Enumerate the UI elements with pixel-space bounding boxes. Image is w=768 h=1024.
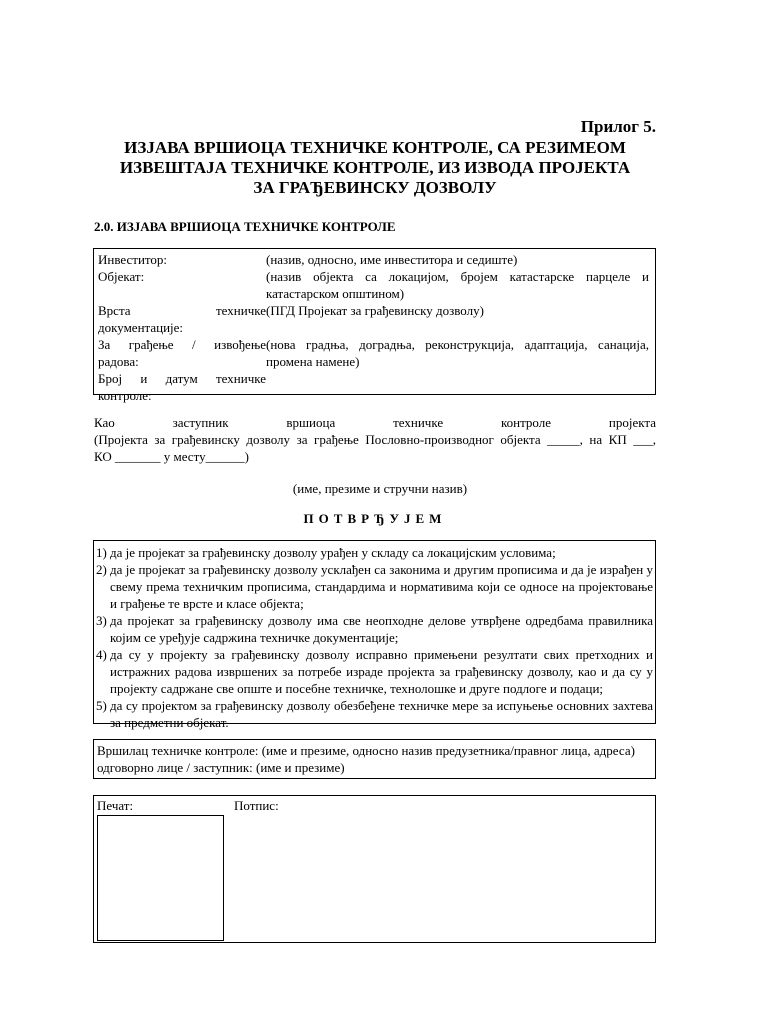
object-label: Објекат: <box>98 269 145 284</box>
list-item <box>96 561 653 612</box>
name-placeholder: (име, презиме и стручни назив) <box>292 481 468 496</box>
doc-type-value: (ПГД Пројекат за грађевинску дозволу) <box>266 303 484 318</box>
list-item <box>96 544 653 561</box>
works-value: (нова градња, доградња, реконструкција, адаптација, санација, промена намене) <box>266 337 649 369</box>
item-number: 3) <box>96 613 107 628</box>
control-label-line-2: контроле: <box>98 388 152 403</box>
item-number: 1) <box>96 545 107 560</box>
stamp-label: Печат: <box>97 798 134 813</box>
confirmations-box <box>93 540 656 730</box>
item-text: да је пројекат за грађевинску дозволу усклађен са законима и другим прописима и да је израђен у свему према техничким прописима, стандардима и нормативима који се односе на пројектовање и грађење те врсте и класе објекта; <box>110 562 653 611</box>
item-text: да пројекат за грађевинску дозволу има све неопходне делове утврђене одредбама правилника којим се уређује садржина техничке документације; <box>110 613 653 645</box>
control-row <box>98 370 651 404</box>
paragraph-line-2: (Пројекта за грађевинску дозволу за грађење Пословно-производног објекта _____, на КП ___, <box>94 432 656 447</box>
object-value: (назив објекта са локацијом, бројем катастарске парцеле и катастарском општином) <box>266 269 649 301</box>
item-number: 5) <box>96 698 107 713</box>
investor-value: (назив, односно, име инвеститора и седиште) <box>266 252 518 267</box>
representative-paragraph <box>94 414 656 465</box>
object-row <box>98 268 651 302</box>
confirm-heading: ПОТВРЂУЈЕМ <box>303 511 447 526</box>
signer-line-1: Вршилац техничке контроле: (име и презиме, односно назив предузетника/правног лица, адреса) <box>97 743 635 758</box>
works-label-line-2: радова: <box>98 354 139 369</box>
paragraph-line-1: Као заступник вршиоца техничке контроле пројекта <box>94 415 656 430</box>
investor-row <box>98 251 651 268</box>
control-label <box>98 370 266 404</box>
works-row <box>98 336 651 370</box>
title-line-3: ЗА ГРАЂЕВИНСКУ ДОЗВОЛУ <box>253 178 497 197</box>
list-item <box>96 612 653 646</box>
item-number: 2) <box>96 562 107 577</box>
doc-type-row <box>98 302 651 336</box>
signature-label: Потпис: <box>234 798 279 813</box>
list-item <box>96 697 653 731</box>
doc-type-label-line-1: Врста техничке <box>98 303 266 318</box>
item-text: да су у пројекту за грађевинску дозволу исправно примењени резултати свих претходних и истражних радова извршених за потребе израде пројекта за грађевинску дозволу, као и да су у пројекту садржане све опште и посебне техничке, технолошке и друге подлоге и подаци; <box>110 647 653 696</box>
section-title: 2.0. ИЗЈАВА ВРШИОЦА ТЕХНИЧКЕ КОНТРОЛЕ <box>94 219 396 234</box>
control-label-line-1: Број и датум техничке <box>98 371 266 386</box>
item-text: да су пројектом за грађевинску дозволу обезбеђене техничке мере за испуњење основних захтева за предметни објекат. <box>110 698 653 730</box>
annex-label: Прилог 5. <box>580 117 656 136</box>
investor-label: Инвеститор: <box>98 252 168 267</box>
stamp-area <box>97 815 224 941</box>
paragraph-line-3: КО _______ у месту______) <box>94 449 249 464</box>
project-info-box <box>93 248 656 403</box>
list-item <box>96 646 653 697</box>
document-title <box>92 138 658 198</box>
works-label-line-1: За грађење / извођење <box>98 337 266 352</box>
signer-line-2: одговорно лице / заступник: (име и презиме) <box>97 760 345 775</box>
signer-box <box>93 739 656 779</box>
stamp-signature-box <box>93 795 656 943</box>
control-value <box>266 370 649 404</box>
doc-type-label <box>98 302 266 336</box>
title-line-2: ИЗВЕШТАЈА ТЕХНИЧКЕ КОНТРОЛЕ, ИЗ ИЗВОДА ПРОЈЕКТА <box>119 158 631 177</box>
title-line-1: ИЗЈАВА ВРШИОЦА ТЕХНИЧКЕ КОНТРОЛЕ, СА РЕЗИМЕОМ <box>124 138 626 157</box>
doc-type-label-line-2: документације: <box>98 320 184 335</box>
item-number: 4) <box>96 647 107 662</box>
item-text: да је пројекат за грађевинску дозволу урађен у складу са локацијским условима; <box>110 545 556 560</box>
works-label <box>98 336 266 370</box>
